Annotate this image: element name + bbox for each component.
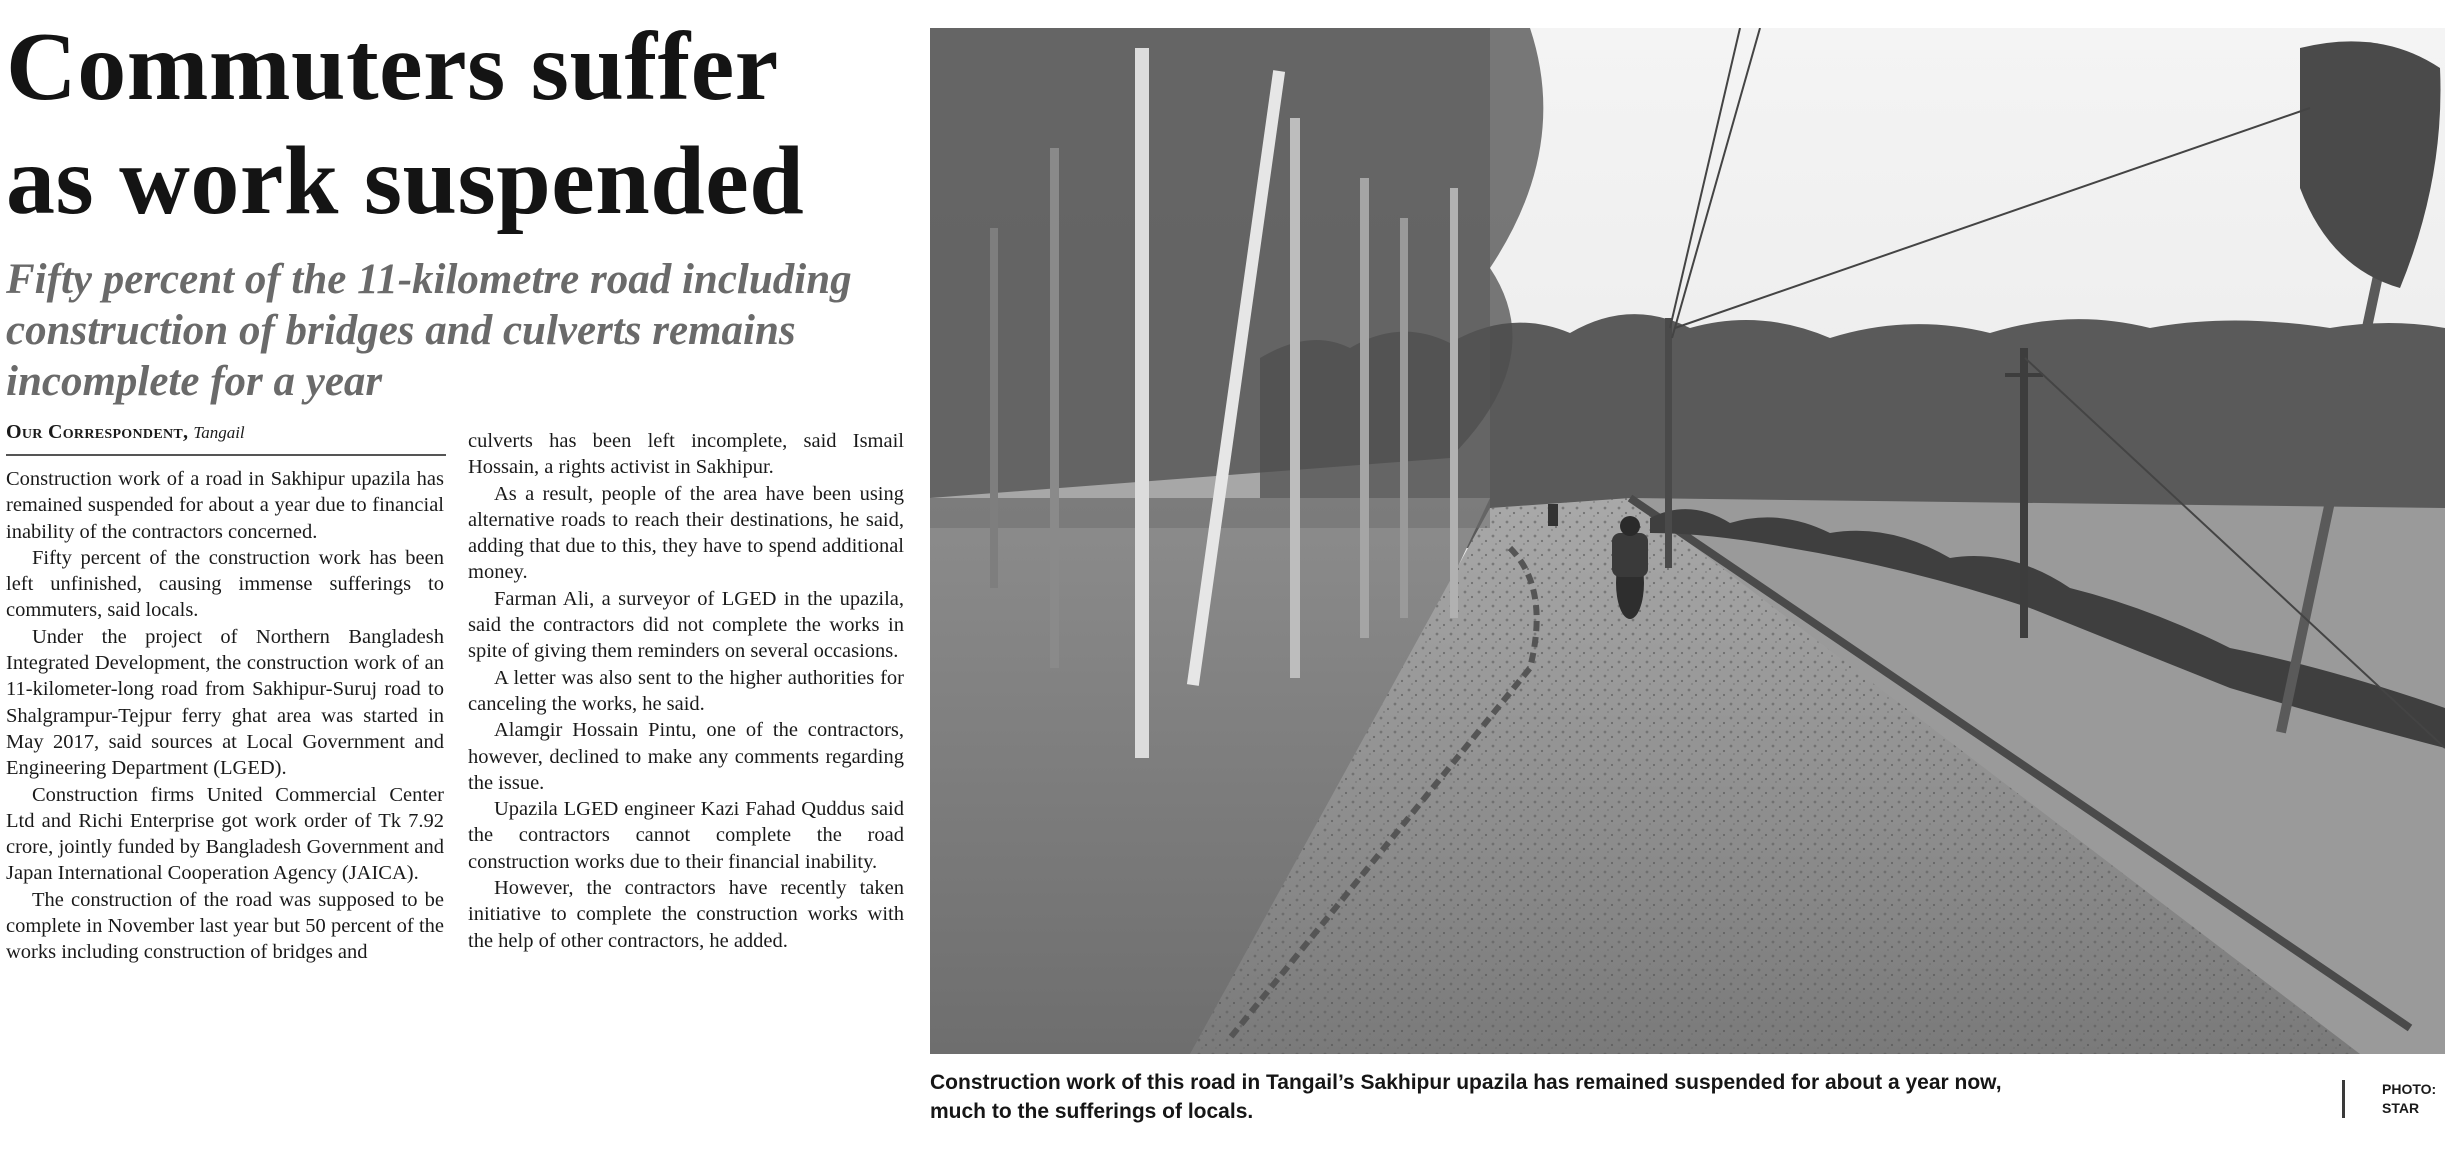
credit-divider xyxy=(2342,1080,2345,1118)
subheadline-deck: Fifty percent of the 11-kilometre road including construction of bridges and culverts remains incomplete for a year xyxy=(6,256,852,405)
paragraph: Construction firms United Commercial Center Ltd and Richi Enterprise got work order of Tk 7.92 crore, jointly funded by Bangladesh Government and Japan International Cooperation Agency (JAICA). xyxy=(6,783,444,885)
paragraph: As a result, people of the area have been using alternative roads to reach their destinations, he said, adding that due to this, they have to spend additional money. xyxy=(468,482,904,584)
headline-line-2: as work suspended xyxy=(6,127,805,235)
byline xyxy=(6,419,446,446)
byline-author: Our Correspondent, xyxy=(6,421,189,443)
headline xyxy=(6,10,921,238)
paragraph: The construction of the road was supposed to be complete in November last year but 50 percent of the works including construction of bridges and xyxy=(6,888,444,964)
paragraph: A letter was also sent to the higher authorities for canceling the works, he said. xyxy=(468,666,904,715)
road-photo xyxy=(930,28,2445,1054)
byline-rule xyxy=(6,454,446,456)
caption-line-1: Construction work of this road in Tangail’s Sakhipur upazila has remained suspended for about a year now, xyxy=(930,1071,2002,1094)
paragraph: Upazila LGED engineer Kazi Fahad Quddus said the contractors cannot complete the road construction works due to their financial inability. xyxy=(468,798,904,873)
paragraph: Construction work of a road in Sakhipur upazila has remained suspended for about a year due to financial inability of the contractors concerned. xyxy=(6,468,444,543)
photo-credit xyxy=(2382,1080,2448,1118)
caption-line-2: much to the sufferings of locals. xyxy=(930,1100,1254,1123)
paragraph: Under the project of Northern Bangladesh Integrated Development, the construction work of an 11-kilometer-long road from Sakhipur-Suruj road to Shalgrampur-Tejpur ferry ghat area was started in May 2017, said sources at Local Government and Engineering Department (LGED). xyxy=(6,625,444,780)
byline-place: Tangail xyxy=(193,423,245,442)
paragraph: Farman Ali, a surveyor of LGED in the upazila, said the contractors did not complete the works in spite of giving them reminders on several occasions. xyxy=(468,587,904,663)
article-column-2 xyxy=(468,428,904,954)
paragraph: culverts has been left incomplete, said Ismail Hossain, a rights activist in Sakhipur. xyxy=(468,430,904,479)
paragraph: Fifty percent of the construction work has been left unfinished, causing immense sufferings to commuters, said locals. xyxy=(6,546,444,622)
credit-label: PHOTO: xyxy=(2382,1081,2437,1097)
photo-caption xyxy=(930,1068,2130,1126)
headline-line-1: Commuters suffer xyxy=(6,13,779,121)
paragraph: However, the contractors have recently taken initiative to complete the construction works with the help of other contractors, he added. xyxy=(468,877,904,952)
paragraph: Alamgir Hossain Pintu, one of the contractors, however, declined to make any comments regarding the issue. xyxy=(468,719,904,794)
article-column-1 xyxy=(6,466,444,966)
credit-source: STAR xyxy=(2382,1100,2420,1116)
